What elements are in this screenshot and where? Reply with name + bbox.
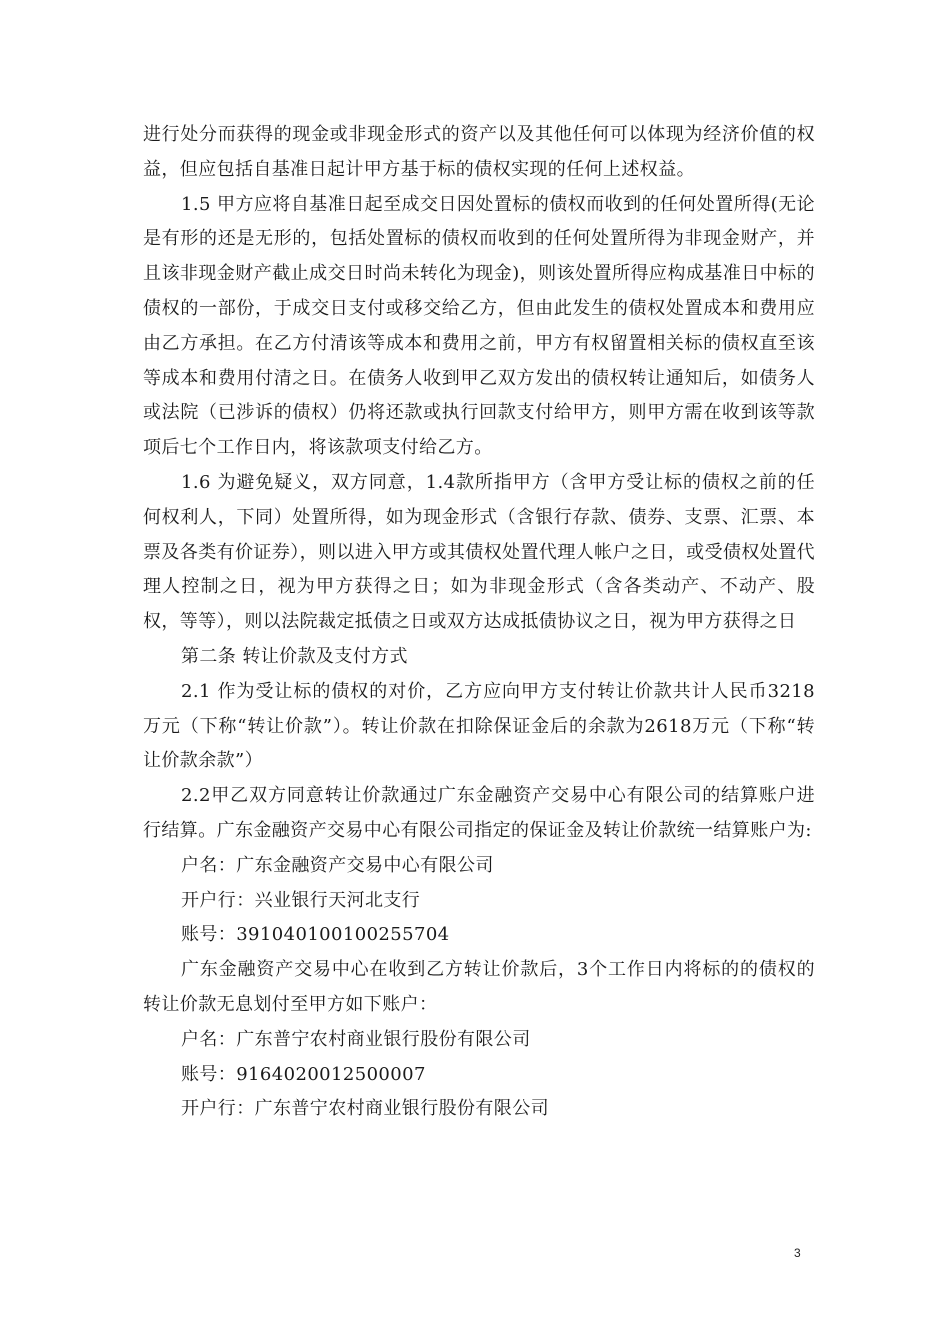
article-2-heading: 第二条 转让价款及支付方式 [181, 645, 408, 667]
settlement-account-bank: 开户行：兴业银行天河北支行 [181, 889, 421, 911]
seller-account-number: 账号：9164020012500007 [181, 1063, 426, 1085]
page-number: 3 [794, 1246, 801, 1260]
clause-1-6: 1.6 为避免疑义，双方同意，1.4款所指甲方（含甲方受让标的债权之前的任何权利人，下同）处置所得，如为现金形式（含银行存款、债券、支票、汇票、本票及各类有价证券），则以进入甲方或其债权处置代理人帐户之日，或受债权处置代理人控制之日，视为甲方获得之日；如为非现金形式（含各类动产、不动产、股权，等等），则以法院裁定抵债之日或双方达成抵债协议之日，视为甲方获得之日 [143, 471, 815, 633]
clause-2-1: 2.1 作为受让标的债权的对价，乙方应向甲方支付转让价款共计人民币3218万元（下称“转让价款”）。转让价款在扣除保证金后的余款为2618万元（下称“转让价款余款”） [143, 680, 815, 772]
seller-account-bank: 开户行：广东普宁农村商业银行股份有限公司 [181, 1098, 549, 1120]
clause-1-5: 1.5 甲方应将自基准日起至成交日因处置标的债权而收到的任何处置所得(无论是有形的还是无形的，包括处置标的债权而收到的任何处置所得为非现金财产，并且该非现金财产截止成交日时尚未转化为现金)，则该处置所得应构成基准日中标的债权的一部份，于成交日支付或移交给乙方，但由此发生的债权处置成本和费用应由乙方承担。在乙方付清该等成本和费用之前，甲方有权留置相关标的债权直至该等成本和费用付清之日。在债务人收到甲乙双方发出的债权转让通知后，如债务人或法院（已涉诉的债权）仍将还款或执行回款支付给甲方，则甲方需在收到该等款项后七个工作日内，将该款项支付给乙方。 [143, 193, 815, 459]
transfer-paragraph: 广东金融资产交易中心在收到乙方转让价款后，3个工作日内将标的的债权的转让价款无息划付至甲方如下账户： [143, 959, 815, 1015]
settlement-account-number: 账号：391040100100255704 [181, 924, 450, 946]
seller-account-name: 户名：广东普宁农村商业银行股份有限公司 [181, 1028, 531, 1050]
clause-2-2: 2.2甲乙双方同意转让价款通过广东金融资产交易中心有限公司的结算账户进行结算。广东金融资产交易中心有限公司指定的保证金及转让价款统一结算账户为: [143, 785, 815, 841]
settlement-account-name: 户名：广东金融资产交易中心有限公司 [181, 854, 494, 876]
paragraph-continuation: 进行处分而获得的现金或非现金形式的资产以及其他任何可以体现为经济价值的权益，但应包括自基准日起计甲方基于标的债权实现的任何上述权益。 [143, 124, 815, 180]
contract-body [143, 118, 815, 1127]
